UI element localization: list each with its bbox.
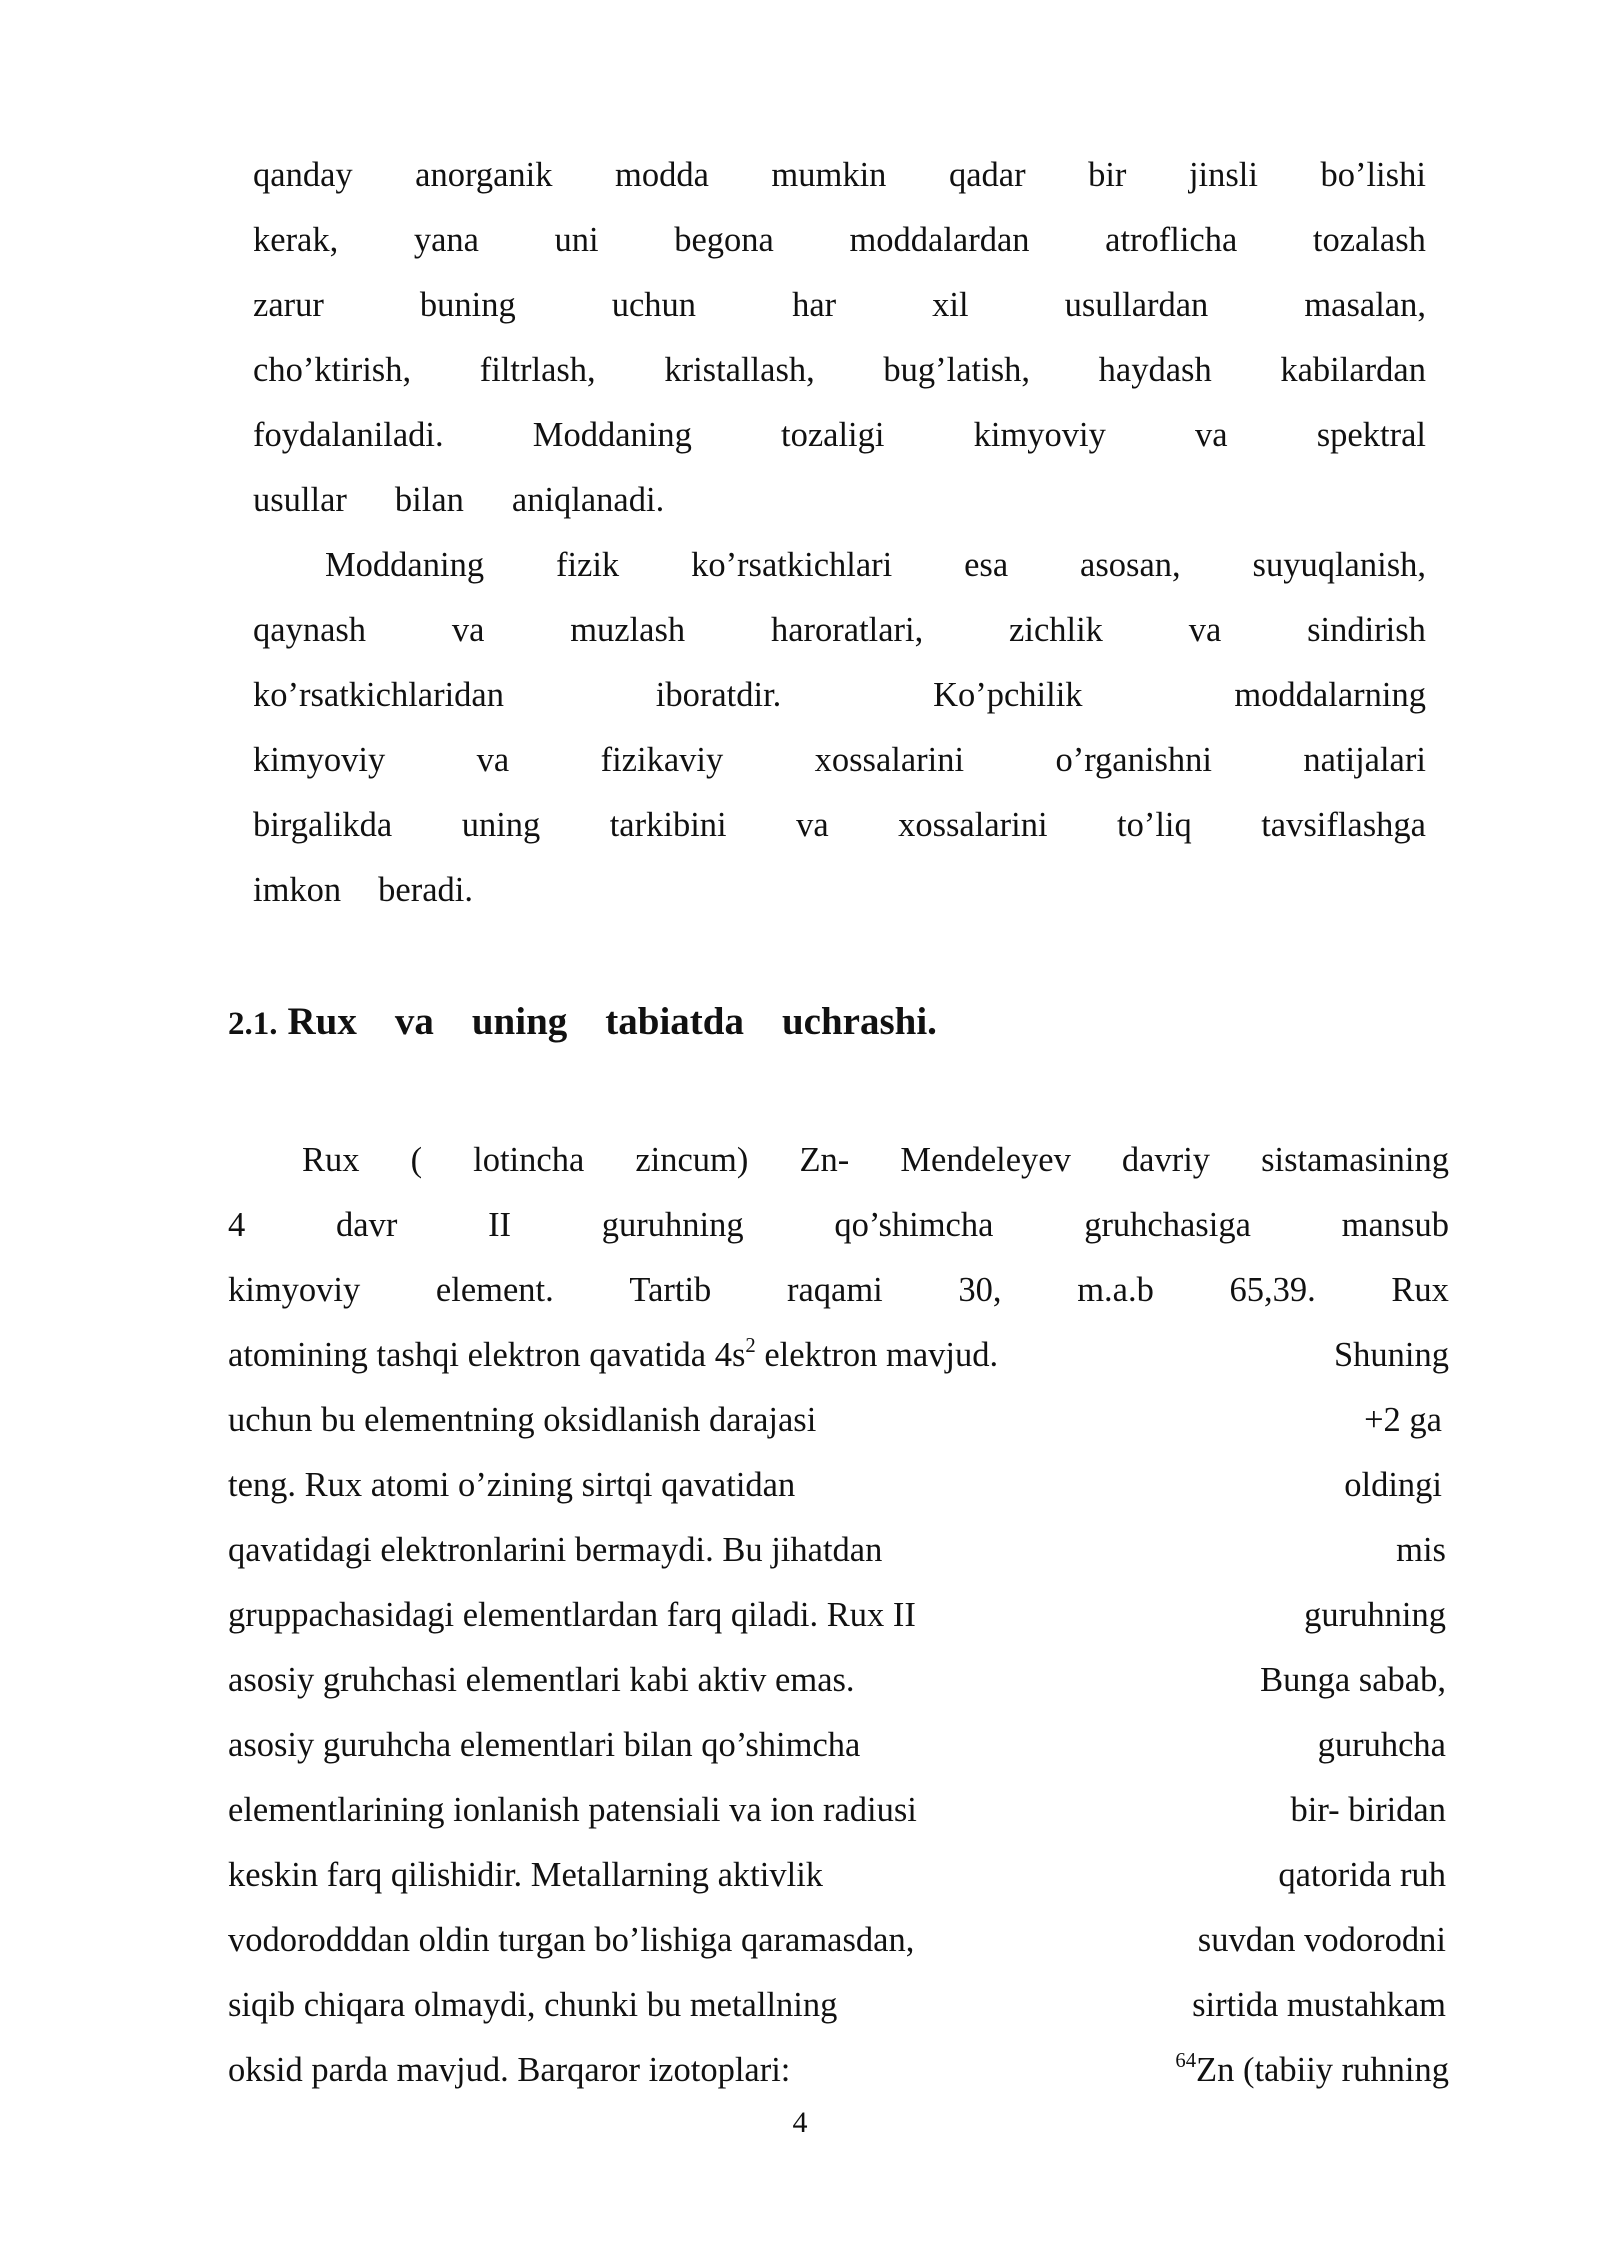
word: uning (461, 806, 541, 844)
heading-word: tabiatda (605, 1000, 744, 1043)
word: buning (419, 286, 516, 324)
word: ( (410, 1141, 423, 1179)
word: bug’latish, (883, 351, 1031, 389)
word: kimyoviy (228, 1271, 361, 1309)
word: element. (435, 1271, 554, 1309)
heading-word: uning (471, 1000, 568, 1043)
word: guruhning (601, 1206, 744, 1244)
word: Mendeleyev (900, 1141, 1071, 1179)
word: qanday (253, 156, 353, 194)
word: Zn- (799, 1141, 850, 1179)
word: foydalaniladi. (253, 416, 444, 454)
para2-line-2 (253, 613, 1426, 648)
para2-line-1 (325, 548, 1426, 583)
text-run: Zn (tabiiy ruhning (1196, 2051, 1449, 2089)
word: kristallash, (664, 351, 815, 389)
word: suyuqlanish, (1252, 546, 1426, 584)
para3-line-7-right: mis (1396, 1531, 1446, 1569)
word: va (1188, 611, 1222, 649)
word: fizikaviy (600, 741, 724, 779)
para3-line-5-right: +2 ga (1364, 1401, 1442, 1439)
word: natijalari (1303, 741, 1426, 779)
word: tavsiflashga (1261, 806, 1426, 844)
word: Rux (302, 1141, 360, 1179)
word: tozalash (1312, 221, 1426, 259)
word: fizik (555, 546, 620, 584)
heading-word: Rux (287, 1000, 357, 1043)
para3-line-15-right (1175, 2050, 1449, 2089)
para1-line-5 (253, 418, 1426, 453)
para3-line-6-right: oldingi (1344, 1466, 1442, 1504)
word: II (488, 1206, 512, 1244)
word: bir (1088, 156, 1127, 194)
word: tarkibini (609, 806, 727, 844)
word: moddalarning (1234, 676, 1426, 714)
para3-line-9-left: asosiy gruhchasi elementlari kabi aktiv emas. (228, 1661, 855, 1699)
word: esa (964, 546, 1009, 584)
para3-line-15-left: oksid parda mavjud. Barqaror izotoplari: (228, 2051, 791, 2089)
word: mansub (1341, 1206, 1449, 1244)
word: asosan, (1080, 546, 1181, 584)
word: Ko’pchilik (933, 676, 1083, 714)
word: masalan, (1304, 286, 1426, 324)
word: cho’ktirish, (253, 351, 412, 389)
word: va (451, 611, 485, 649)
word: zarur (253, 286, 324, 324)
para3-line-8-right: guruhning (1304, 1596, 1446, 1634)
word: mumkin (771, 156, 887, 194)
para3-line-12-right: qatorida ruh (1278, 1856, 1446, 1894)
superscript: 64 (1175, 2050, 1197, 2072)
word: bilan (394, 481, 464, 519)
para1-line-2 (253, 223, 1426, 258)
para3-line-10-right: guruhcha (1317, 1726, 1446, 1764)
word: imkon (253, 871, 342, 909)
word: muzlash (570, 611, 686, 649)
word: moddalardan (849, 221, 1030, 259)
para2-line-4 (253, 743, 1426, 778)
word: qadar (948, 156, 1026, 194)
para3-line-13-left: vodorodddan oldin turgan bo’lishiga qaramasdan, (228, 1921, 915, 1959)
word: lotincha (473, 1141, 585, 1179)
para3-line-11-right: bir- biridan (1290, 1791, 1446, 1829)
para3-line-5-left: uchun bu elementning oksidlanish darajasi (228, 1401, 817, 1439)
para3-line-14-left: siqib chiqara olmaydi, chunki bu metallning (228, 1986, 838, 2024)
word: beradi. (378, 871, 473, 909)
word: zichlik (1009, 611, 1103, 649)
para3-line-6-left: teng. Rux atomi o’zining sirtqi qavatidan (228, 1466, 796, 1504)
word: usullardan (1064, 286, 1209, 324)
para3-line-10-left: asosiy guruhcha elementlari bilan qo’shimcha (228, 1726, 861, 1764)
word: sindirish (1307, 611, 1426, 649)
word: har (792, 286, 837, 324)
word: Moddaning (325, 546, 485, 584)
para2-line-3 (253, 678, 1426, 713)
word: yana (413, 221, 479, 259)
word: Moddaning (532, 416, 692, 454)
para1-line-4 (253, 353, 1426, 388)
para3-line-4-right: Shuning (1333, 1336, 1449, 1374)
para1-line-1 (253, 158, 1426, 193)
word: gruhchasiga (1084, 1206, 1251, 1244)
word: ko’rsatkichlari (691, 546, 893, 584)
para2-line-5 (253, 808, 1426, 843)
word: haydash (1098, 351, 1212, 389)
word: begona (674, 221, 774, 259)
section-heading (228, 1002, 937, 1041)
word: kerak, (253, 221, 339, 259)
word: sistamasining (1261, 1141, 1449, 1179)
word: raqami (786, 1271, 883, 1309)
word: ko’rsatkichlaridan (253, 676, 504, 714)
para3-line-3 (228, 1273, 1449, 1308)
section-number: 2.1. (228, 1006, 278, 1042)
para2-line-6 (253, 873, 1426, 908)
para3-line-1 (302, 1143, 1449, 1178)
page-number: 4 (792, 2106, 808, 2139)
word: kimyoviy (253, 741, 386, 779)
word: davr (336, 1206, 398, 1244)
word: Tartib (629, 1271, 712, 1309)
word: modda (615, 156, 709, 194)
word: Rux (1391, 1271, 1449, 1309)
word: xossalarini (898, 806, 1048, 844)
word: jinsli (1188, 156, 1258, 194)
word: xossalarini (814, 741, 965, 779)
superscript: 2 (745, 1335, 756, 1357)
para3-line-8-left: gruppachasidagi elementlardan farq qiladi. Rux II (228, 1596, 916, 1634)
heading-word: uchrashi. (781, 1000, 937, 1043)
word: usullar (253, 481, 347, 519)
word: va (796, 806, 829, 844)
word: tozaligi (781, 416, 885, 454)
word: 30, (958, 1271, 1002, 1309)
word: qaynash (253, 611, 367, 649)
word: xil (932, 286, 969, 324)
para3-line-4-left (228, 1335, 999, 1374)
word: zincum) (635, 1141, 749, 1179)
word: m.a.b (1077, 1271, 1154, 1309)
para3-line-11-left: elementlarining ionlanish patensiali va ion radiusi (228, 1791, 917, 1829)
text-run: elektron mavjud. (755, 1336, 999, 1374)
word: o’rganishni (1055, 741, 1212, 779)
word: to’liq (1117, 806, 1192, 844)
word: haroratlari, (770, 611, 924, 649)
word: filtrlash, (479, 351, 596, 389)
word: va (476, 741, 510, 779)
word: uchun (611, 286, 697, 324)
para1-line-6 (253, 483, 1426, 518)
word: kabilardan (1280, 351, 1426, 389)
para3-line-13-right: suvdan vodorodni (1197, 1921, 1446, 1959)
word: va (1195, 416, 1228, 454)
word: kimyoviy (973, 416, 1106, 454)
word: spektral (1316, 416, 1426, 454)
text-run: atomining tashqi elektron qavatida 4s (228, 1336, 746, 1374)
para3-line-7-left: qavatidagi elektronlarini bermaydi. Bu jihatdan (228, 1531, 883, 1569)
heading-word: va (394, 1000, 434, 1043)
word: 4 (228, 1206, 246, 1244)
word: iboratdir. (655, 676, 782, 714)
para3-line-14-right: sirtida mustahkam (1192, 1986, 1446, 2024)
word: qo’shimcha (834, 1206, 994, 1244)
word: uni (554, 221, 599, 259)
word: davriy (1121, 1141, 1211, 1179)
word: birgalikda (253, 806, 393, 844)
word: 65,39. (1229, 1271, 1316, 1309)
word: anorganik (415, 156, 553, 194)
word: atroflicha (1105, 221, 1238, 259)
para3-line-2 (228, 1208, 1449, 1243)
para3-line-9-right: Bunga sabab, (1260, 1661, 1446, 1699)
word: bo’lishi (1320, 156, 1426, 194)
para1-line-3 (253, 288, 1426, 323)
para3-line-12-left: keskin farq qilishidir. Metallarning aktivlik (228, 1856, 824, 1894)
word: aniqlanadi. (511, 481, 665, 519)
